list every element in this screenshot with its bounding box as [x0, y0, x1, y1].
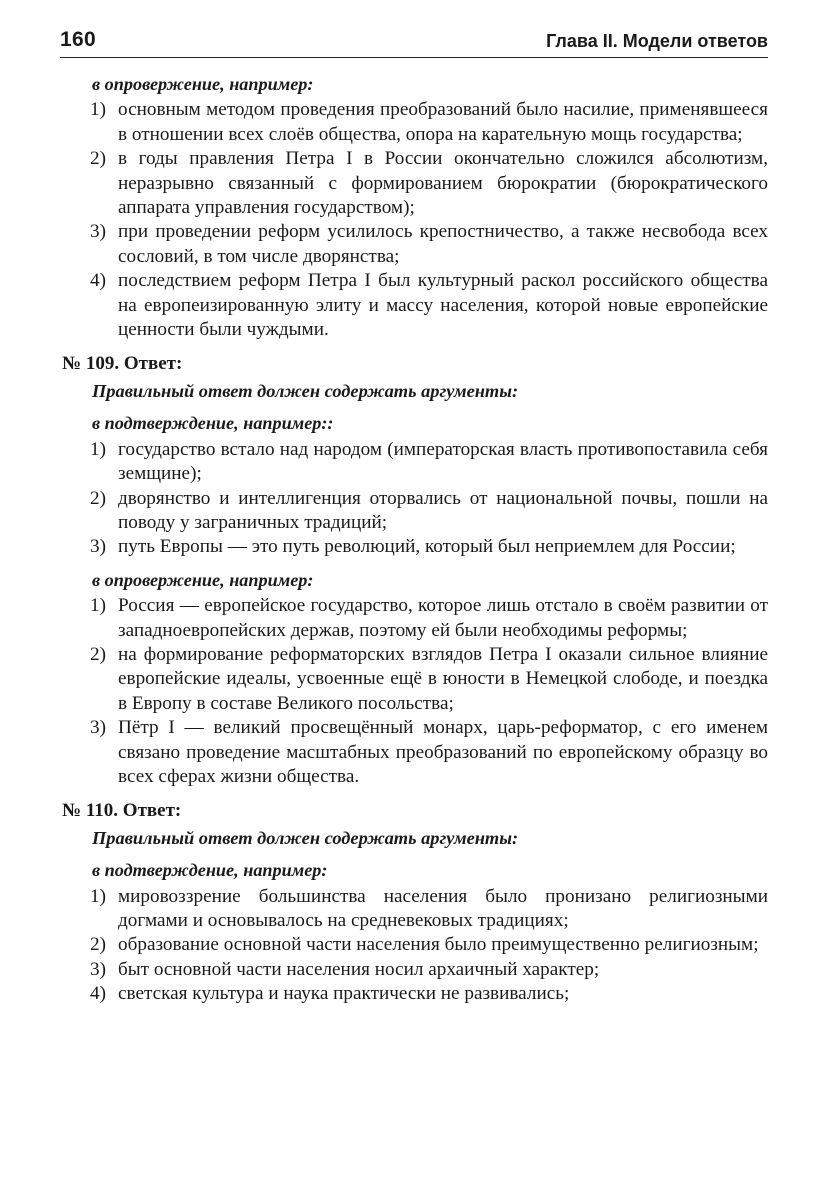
item-text: при проведении реформ усилилось крепостничество, а также несвобода всех сословий, в том числе дворянства;: [118, 221, 768, 267]
item-number: 1): [90, 595, 106, 617]
refute-list-prev: [62, 98, 768, 342]
list-item: [62, 933, 768, 957]
answer-110-confirm-list: [62, 885, 768, 1007]
item-text: путь Европы — это путь революций, который был неприемлем для России;: [118, 536, 736, 558]
refute-subheading: в опровержение, например:: [92, 74, 314, 94]
list-item: [62, 982, 768, 1006]
item-text: государство встало над народом (императорская власть противопоставила себя земщине);: [118, 438, 768, 485]
item-text: образование основной части населения было преимущественно религиозным;: [118, 934, 759, 956]
confirm-subheading: в подтверждение, например::: [92, 413, 334, 434]
list-item: [62, 147, 768, 220]
item-number: 2): [90, 934, 106, 956]
item-number: 1): [90, 438, 106, 460]
item-text: дворянство и интеллигенция оторвались от национальной почвы, пошли на поводу у заграничных традиций;: [118, 487, 768, 533]
page-number: 160: [60, 28, 96, 51]
item-text: основным методом проведения преобразований было насилие, применявшееся в отношении всех слоёв общества, опора на карательную мощь государства;: [118, 99, 768, 145]
list-item: [62, 958, 768, 982]
answer-109-heading: № 109. Ответ:: [62, 353, 183, 375]
answer-109-requirement: Правильный ответ должен содержать аргументы:: [92, 380, 519, 401]
item-number: 4): [90, 983, 106, 1005]
item-number: 3): [90, 958, 106, 980]
answer-110-requirement: Правильный ответ должен содержать аргументы:: [92, 827, 519, 848]
item-text: в годы правления Петра I в России окончательно сложился абсолютизм, неразрывно связанный с формированием бюрократии (бюрократического аппарата управления государством);: [118, 148, 768, 219]
item-number: 2): [90, 487, 106, 509]
item-number: 4): [90, 270, 106, 292]
header-rule: [60, 57, 768, 58]
page-body: [62, 72, 768, 1009]
list-item: [62, 885, 768, 934]
running-header: [60, 24, 768, 58]
item-number: 2): [90, 643, 106, 665]
item-number: 3): [90, 221, 106, 243]
item-text: Россия — европейское государство, которое лишь отстало в своём развитии от западноевропейских держав, поэтому ей были необходимы реформы;: [118, 595, 768, 641]
list-item: [62, 98, 768, 147]
list-item: [62, 269, 768, 342]
item-text: быт основной части населения носил архаичный характер;: [118, 958, 600, 980]
list-item: [62, 535, 768, 559]
item-number: 2): [90, 148, 106, 170]
list-item: [62, 487, 768, 536]
list-item: [62, 643, 768, 716]
list-item: [62, 716, 768, 789]
item-number: 3): [90, 536, 106, 558]
item-text: на формирование реформаторских взглядов Петра I оказали сильное влияние европейские идеалы, усвоенные ещё в юности в Немецкой слободе, и поездка в Европу в составе Великого посольства;: [118, 643, 768, 714]
item-number: 1): [90, 99, 106, 121]
item-text: светская культура и наука практически не развивались;: [118, 983, 570, 1005]
answer-109-confirm-list: [62, 438, 768, 560]
item-number: 1): [90, 885, 106, 907]
list-item: [62, 438, 768, 487]
refute-subheading: в опровержение, например:: [92, 569, 314, 590]
confirm-subheading: в подтверждение, например:: [92, 860, 328, 881]
list-item: [62, 594, 768, 643]
list-item: [62, 220, 768, 269]
item-text: Пётр I — великий просвещённый монарх, царь-реформатор, с его именем связано проведение масштабных преобразований по европейскому образцу во всех сферах жизни общества.: [118, 717, 768, 787]
item-text: мировоззрение большинства населения было пронизано религиозными догмами и основывалось на средневековых традициях;: [118, 885, 768, 931]
answer-109-refute-list: [62, 594, 768, 789]
item-number: 3): [90, 717, 106, 739]
answer-110-heading: № 110. Ответ:: [62, 800, 182, 822]
item-text: последствием реформ Петра I был культурный раскол российского общества на европеизированную элиту и массу населения, которой новые европейские ценности были чуждыми.: [118, 270, 768, 341]
chapter-title: Глава II. Модели ответов: [546, 31, 768, 51]
